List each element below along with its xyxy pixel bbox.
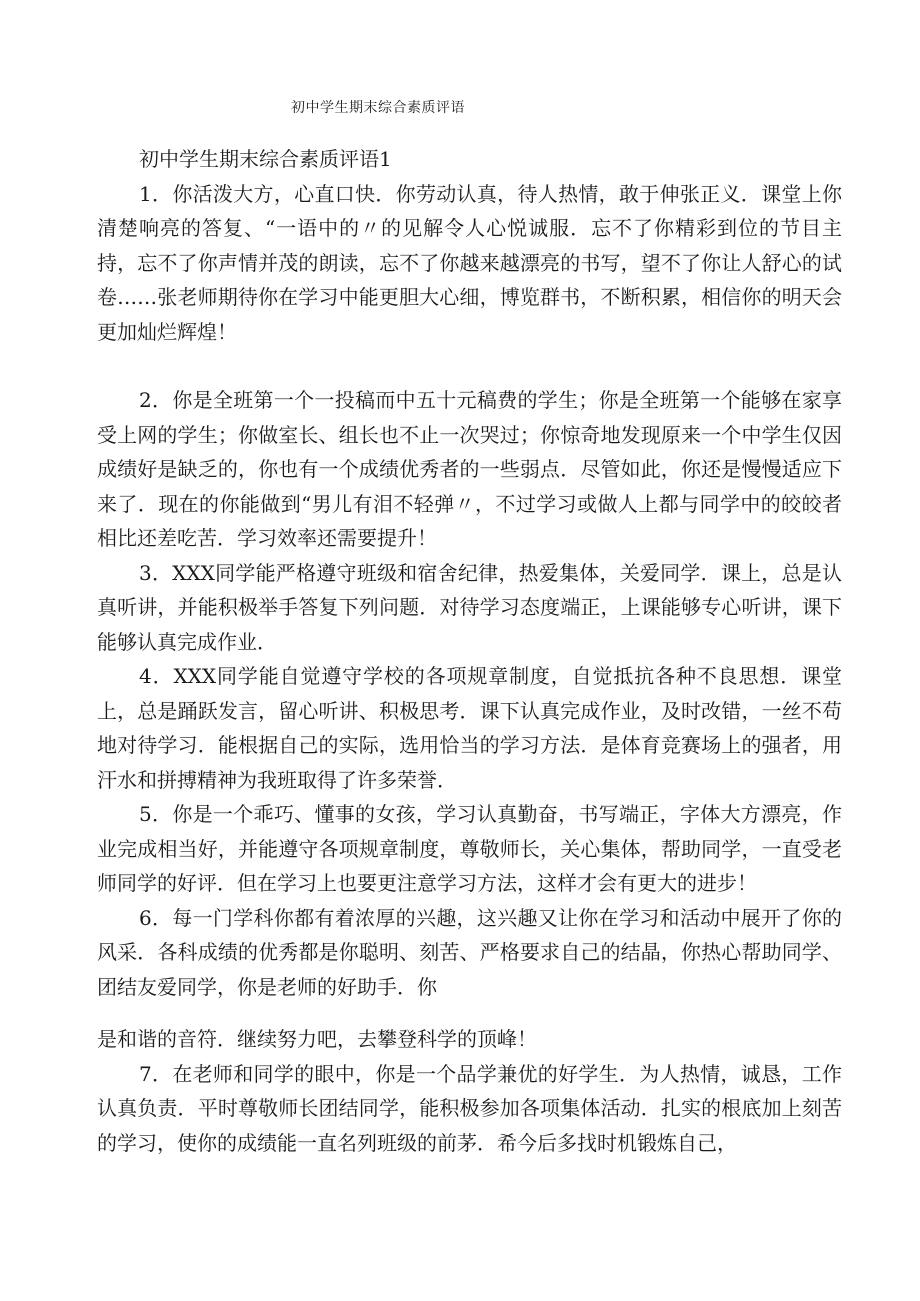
document-subtitle: 初中学生期末综合素质评语1 xyxy=(139,147,392,171)
paragraph-2: 2．你是全班第一个一投稿而中五十元稿费的学生；你是全班第一个能够在家享受上网的学生；你做室长、组长也不止一次哭过；你惊奇地发现原来一个中学生仅因成绩好是缺乏的，你也有一个成绩优秀者的一些弱点．尽管如此，你还是慢慢适应下来了．现在的你能做到“男儿有泪不轻弹〃，不过学习或做人上都与同学中的皎皎者相比还差吃苦．学习效率还需要提升！ xyxy=(97,388,842,550)
paragraph-4: 4．XXX同学能自觉遵守学校的各项规章制度，自觉抵抗各种不良思想．课堂上，总是踊跃发言，留心听讲、积极思考．课下认真完成作业，及时改错，一丝不苟地对待学习．能根据自己的实际，选用恰当的学习方法．是体育竞赛场上的强者，用汗水和拼搏精神为我班取得了许多荣誉． xyxy=(97,664,842,792)
page-header: 初中学生期末综合素质评语 xyxy=(291,100,465,116)
paragraph-3: 3．XXX同学能严格遵守班级和宿舍纪律，热爱集体，关爱同学．课上，总是认真听讲，并能积极举手答复下列问题．对待学习态度端正，上课能够专心听讲，课下能够认真完成作业． xyxy=(97,560,842,654)
paragraph-6: 6．每一门学科你都有着浓厚的兴趣，这兴趣又让你在学习和活动中展开了你的风采．各科成绩的优秀都是你聪明、刻苦、严格要求自己的结晶，你热心帮助同学、团结友爱同学，你是老师的好助手．你 xyxy=(97,905,842,999)
paragraph-5: 5．你是一个乖巧、懂事的女孩，学习认真勤奋，书写端正，字体大方漂亮，作业完成相当好，并能遵守各项规章制度，尊敬师长，关心集体，帮助同学，一直受老师同学的好评．但在学习上也要更注意学习方法，这样才会有更大的进步！ xyxy=(97,802,842,895)
paragraph-7: 7．在老师和同学的眼中，你是一个品学兼优的好学生．为人热情，诚恳，工作认真负责．平时尊敬师长团结同学，能积极参加各项集体活动．扎实的根底加上刻苦的学习，使你的成绩能一直名列班级的前茅．希今后多找时机锻炼自己， xyxy=(97,1061,842,1155)
paragraph-6-continued: 是和谐的音符．继续努力吧，去攀登科学的顶峰！ xyxy=(97,1027,537,1051)
document-body xyxy=(97,142,842,1160)
paragraph-1: 1．你活泼大方，心直口快．你劳动认真，待人热情，敢于伸张正义．课堂上你清楚响亮的答复、“一语中的〃的见解令人心悦诚服．忘不了你精彩到位的节目主持，忘不了你声情并茂的朗读，忘不了你越来越漂亮的书写，望不了你让人舒心的试卷……张老师期待你在学习中能更胆大心细，博览群书，不断积累，相信你的明天会更加灿烂辉煌！ xyxy=(97,181,842,344)
